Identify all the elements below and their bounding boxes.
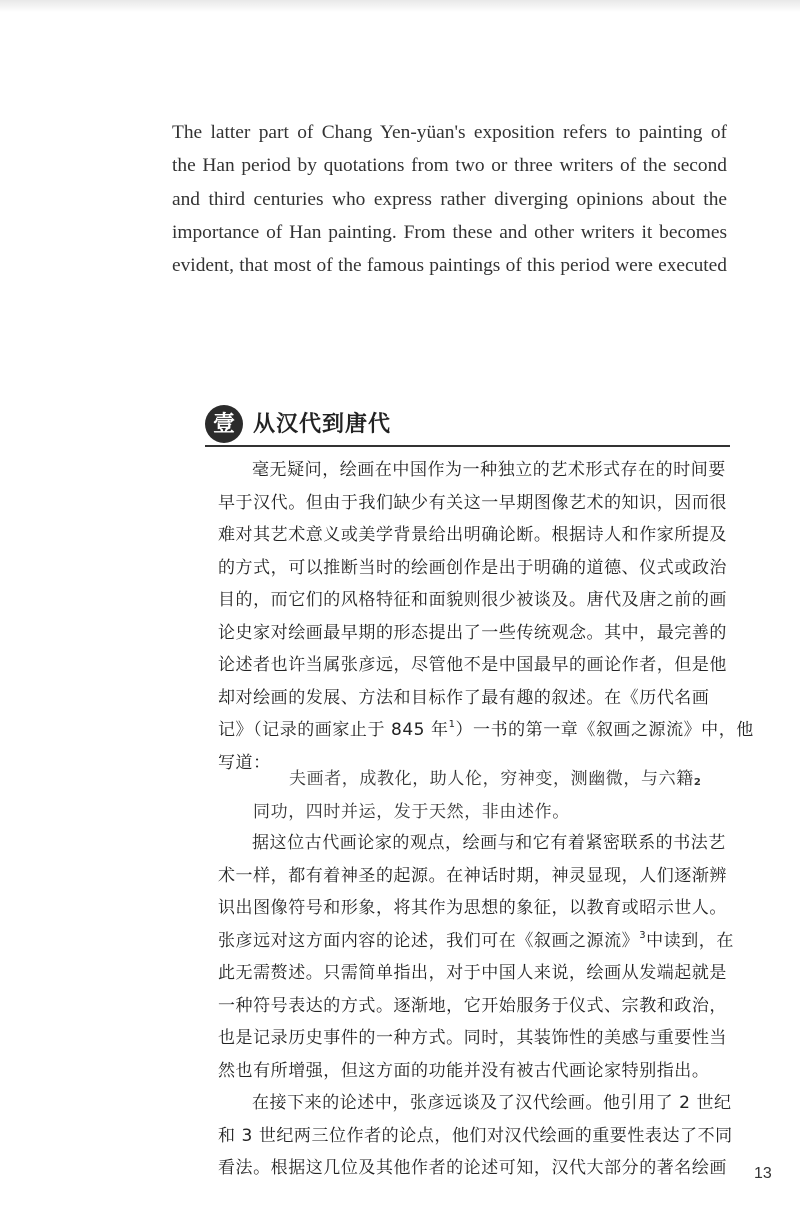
text-line: 却对绘画的发展、方法和目标作了最有趣的叙述。在《历代名画	[218, 687, 710, 708]
section-number-badge: 壹	[205, 405, 243, 443]
text-line: 也是记录历史事件的一种方式。同时，其装饰性的美感与重要性当	[218, 1028, 727, 1048]
text-line: 一种符号表达的方式。逐渐地，它开始服务于仪式、宗教和政治，	[218, 995, 727, 1016]
text-line: 目的，而它们的风格特征和面貌则很少被谈及。唐代及唐之前的画	[218, 590, 727, 610]
text-line: 和 3 世纪两三位作者的论点，他们对汉代绘画的重要性表达了不同	[218, 1125, 733, 1146]
quote-text: 夫画者，成教化，助人伦，穷神变，测幽微，与六籍	[289, 769, 694, 789]
text-line: 早于汉代。但由于我们缺少有关这一早期图像艺术的知识，因而很	[218, 492, 727, 513]
section-header	[205, 403, 730, 451]
english-line: evident, that most of the famous paintings of this period were executed	[172, 255, 727, 277]
chinese-paragraph-2	[218, 827, 734, 1185]
text-line: 写道：	[218, 752, 271, 773]
text-line: 此无需赘述。只需简单指出，对于中国人来说，绘画从发端起就是	[218, 963, 727, 983]
text-line	[218, 925, 734, 958]
classical-quote	[253, 763, 731, 829]
text-line: 难对其艺术意义或美学背景给出明确论断。根据诗人和作家所提及	[218, 525, 727, 545]
text-fragment: ）一书的第一章《叙画之源流》中，他	[455, 720, 754, 740]
english-line: importance of Han painting. From these and other writers it becomes	[172, 221, 727, 243]
chinese-paragraph-1	[218, 454, 754, 779]
text-line: 看法。根据这几位及其他作者的论述可知，汉代大部分的著名绘画	[218, 1158, 727, 1178]
footnote-marker: 1	[448, 719, 456, 730]
text-line: 毫无疑问，绘画在中国作为一种独立的艺术形式存在的时间要	[252, 460, 726, 480]
text-fragment: 张彦远对这方面内容的论述，我们可在《叙画之源流》	[218, 930, 640, 951]
page-top-shadow	[0, 0, 800, 12]
text-line: 据这位古代画论家的观点，绘画与和它有着紧密联系的书法艺	[252, 833, 726, 853]
english-paragraph	[172, 116, 727, 282]
text-line: 然也有所增强，但这方面的功能并没有被古代画论家特别指出。	[218, 1060, 710, 1081]
text-line: 识出图像符号和形象，将其作为思想的象征，以教育或昭示世人。	[218, 898, 727, 918]
text-line: 的方式，可以推断当时的绘画创作是出于明确的道德、仪式或政治	[218, 557, 727, 578]
footnote-marker: 2	[693, 777, 702, 788]
english-line: the Han period by quotations from two or three writers of the second	[172, 155, 727, 177]
text-fragment: 中读到，在	[646, 930, 734, 951]
quote-line	[253, 763, 731, 796]
english-line: The latter part of Chang Yen-yüan's exposition refers to painting of	[172, 122, 727, 143]
section-divider	[205, 445, 730, 447]
text-fragment: 记》（记录的画家止于 845 年	[218, 720, 449, 740]
english-line: and third centuries who express rather diverging opinions about the	[172, 188, 727, 210]
section-title: 从汉代到唐代	[253, 411, 392, 437]
footnote-marker: 3	[639, 929, 647, 941]
text-line: 论史家对绘画最早期的形态提出了一些传统观念。其中，最完善的	[218, 622, 727, 643]
text-line: 术一样，都有着神圣的起源。在神话时期，神灵显现，人们逐渐辨	[218, 865, 727, 886]
text-line: 论述者也许当属张彦远，尽管他不是中国最早的画论作者，但是他	[218, 655, 727, 675]
text-line	[218, 714, 754, 747]
text-line: 在接下来的论述中，张彦远谈及了汉代绘画。他引用了 2 世纪	[252, 1093, 732, 1113]
page-number: 13	[754, 1165, 772, 1182]
quote-line: 同功，四时并运，发于天然，非由述作。	[253, 802, 570, 822]
